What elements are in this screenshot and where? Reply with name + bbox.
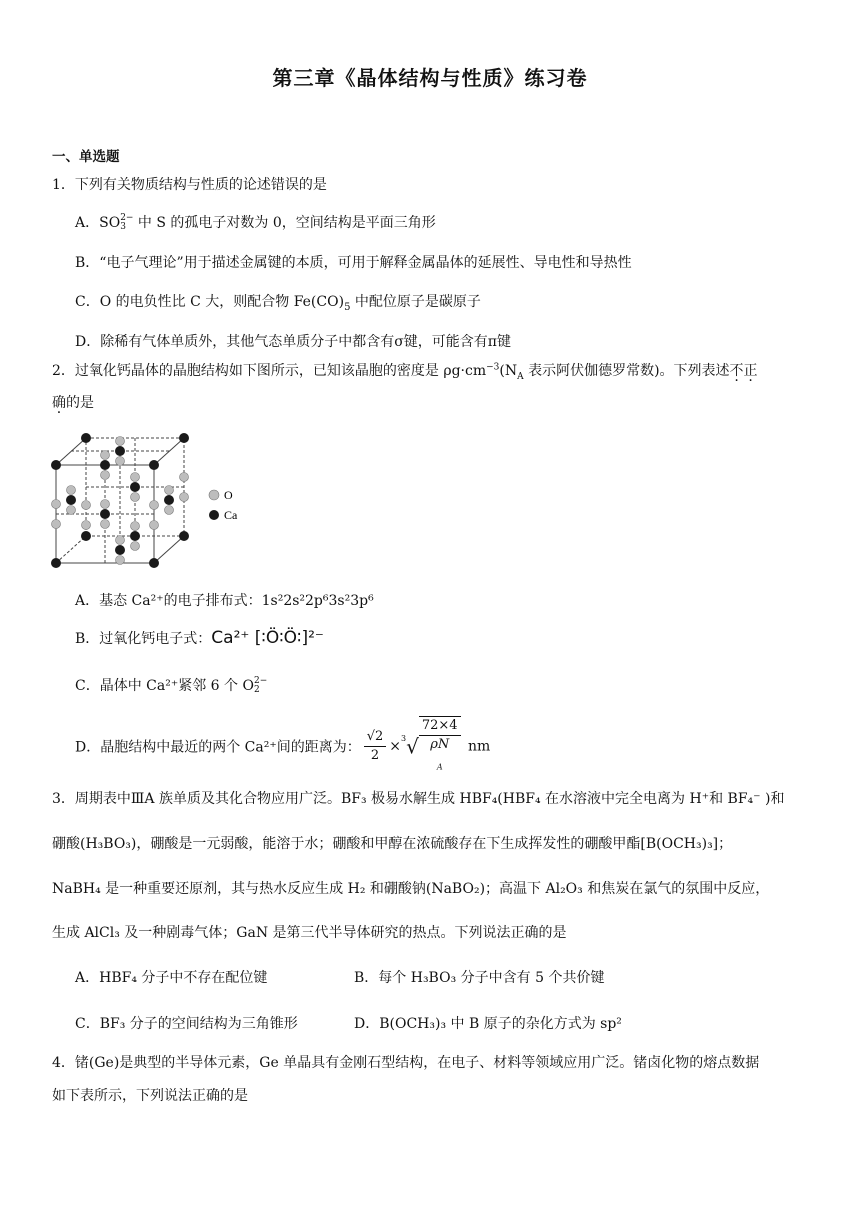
q2-option-d (75, 716, 490, 777)
times-sign: × (389, 738, 402, 755)
question-4-line2: 如下表所示，下列说法正确的是 (52, 1088, 248, 1104)
q2-option-a: A．基态 Ca²⁺的电子排布式：1s²2s²2p⁶3s²3p⁶ (75, 593, 374, 609)
o-atom (116, 457, 125, 466)
crystal-structure-figure (48, 430, 268, 575)
ca-atom (115, 446, 125, 456)
stem-text: 2．过氧化钙晶体的晶胞结构如下图所示，已知该晶胞的密度是 ρg·cm (52, 363, 487, 379)
ca-atom (130, 531, 140, 541)
ca-atom (179, 531, 189, 541)
root-numerator: 72×4 (419, 717, 461, 736)
o-atom (131, 542, 140, 551)
stem-sup: −3 (486, 362, 500, 373)
root-denominator-main: ρN (430, 737, 450, 752)
ca-atom (130, 482, 140, 492)
ca-atom (66, 495, 76, 505)
o-atom (52, 520, 61, 529)
option-letter: A． (75, 215, 100, 231)
section-heading: 一、单选题 (52, 149, 120, 165)
ca-atom (81, 433, 91, 443)
q1-option-d: D．除稀有气体单质外，其他气态单质分子中都含有σ键，可能含有π键 (75, 334, 511, 350)
legend-ca-marker (209, 510, 219, 520)
q3-option-a: A．HBF₄ 分子中不存在配位键 (75, 970, 268, 986)
question-3-line2: 硼酸(H₃BO₃)，硼酸是一元弱酸，能溶于水；硼酸和甲醇在浓硫酸存在下生成挥发性的硼酸甲酯[B(OCH₃)₃]； (52, 836, 733, 852)
option-text: C．O 的电负性比 C 大，则配合物 Fe(CO) (75, 294, 345, 310)
formula-sup: 2− (253, 676, 268, 686)
ca-atom (100, 509, 110, 519)
radical-sign: √ (406, 734, 419, 759)
page-title: 第三章《晶体结构与性质》练习卷 (272, 66, 588, 90)
q1-option-c (75, 291, 481, 313)
q1-option-b: B．“电子气理论”用于描述金属键的本质，可用于解释金属晶体的延展性、导电性和导热性 (75, 255, 632, 271)
o-atom (82, 501, 91, 510)
formula-sup: 2− (120, 213, 134, 223)
o-atom (150, 501, 159, 510)
o-atom (131, 493, 140, 502)
o-atom (101, 451, 110, 460)
ca-atoms (51, 433, 189, 568)
ca-atom (100, 460, 110, 470)
o-atom (116, 556, 125, 565)
ca-atom (164, 495, 174, 505)
question-4-line1: 4．锗(Ge)是典型的半导体元素，Ge 单晶具有金刚石型结构，在电子、材料等领域应用广泛。锗卤化物的熔点数据 (52, 1055, 760, 1071)
q1-option-a (75, 212, 436, 232)
option-text: D．晶胞结构中最近的两个 Ca²⁺间的距离为： (75, 739, 361, 756)
o-atom (165, 486, 174, 495)
stem-text: (N (499, 363, 518, 379)
question-1-stem: 1．下列有关物质结构与性质的论述错误的是 (52, 177, 327, 193)
o-atom (165, 506, 174, 515)
o-atom (67, 506, 76, 515)
q2-option-c (75, 675, 267, 695)
o-atom (150, 521, 159, 530)
emphasis-char: 不 (729, 363, 744, 379)
unit: nm (463, 738, 491, 755)
q3-option-d: D．B(OCH₃)₃ 中 B 原子的杂化方式为 sp² (354, 1016, 622, 1032)
o-atom (131, 473, 140, 482)
stem-sub: A (517, 371, 524, 382)
root-fraction (419, 716, 461, 777)
legend-ca-label: Ca (224, 508, 238, 522)
o-atom (131, 522, 140, 531)
option-text-post: 中配位原子是碳原子 (350, 294, 481, 310)
formula-sub: 3 (120, 222, 126, 232)
ca-atom (179, 433, 189, 443)
stem-text: 表示阿伏伽德罗常数)。下列表述 (523, 363, 730, 379)
fraction-denominator: 2 (370, 747, 380, 763)
q3-option-b: B．每个 H₃BO₃ 分子中含有 5 个共价键 (354, 970, 605, 986)
formula: SO (99, 215, 121, 231)
option-text: B．过氧化钙电子式： (75, 631, 212, 647)
question-3-line4: 生成 AlCl₃ 及一种剧毒气体；GaN 是第三代半导体研究的热点。下列说法正确的是 (52, 925, 567, 941)
formula-sub: 5 (344, 301, 351, 313)
ca-atom (51, 460, 61, 470)
question-2-stem (52, 360, 758, 382)
option-text: C．晶体中 Ca²⁺紧邻 6 个 O (75, 678, 254, 694)
ca-atom (51, 558, 61, 568)
o-atom (52, 500, 61, 509)
o-atom (101, 500, 110, 509)
formula-sub: 2 (253, 685, 260, 695)
fraction (364, 728, 387, 765)
question-3-line1: 3．周期表中ⅢA 族单质及其化合物应用广泛。BF₃ 极易水解生成 HBF₄(HBF₄ 在水溶液中完全电离为 H⁺和 BF₄⁻ )和 (52, 791, 785, 807)
ca-atom (115, 545, 125, 555)
ca-atom (81, 531, 91, 541)
root-denominator-sub: A (436, 762, 443, 772)
root-denominator (419, 736, 461, 777)
question-3-line3: NaBH₄ 是一种重要还原剂，其与热水反应生成 H₂ 和硼酸钠(NaBO₂)；高温下 Al₂O₃ 和焦炭在氯气的氛围中反应， (52, 881, 770, 897)
q2-option-b (75, 628, 324, 648)
stem-text: 的是 (66, 395, 94, 411)
o-atom (101, 471, 110, 480)
o-atom (116, 437, 125, 446)
ca-atom (149, 558, 159, 568)
lewis-structure: Ca²⁺ [∶Ö∶Ö∶]²⁻ (211, 628, 324, 648)
o-atom (180, 493, 189, 502)
option-text: 中 S 的孤电子对数为 0，空间结构是平面三角形 (133, 215, 436, 231)
emphasis-char: 确 (52, 395, 66, 411)
o-atom (82, 521, 91, 530)
legend-o-marker (209, 490, 219, 500)
q3-option-c: C．BF₃ 分子的空间结构为三角锥形 (75, 1016, 298, 1032)
o-atom (101, 520, 110, 529)
legend-o-label: O (224, 488, 233, 502)
emphasis-char: 正 (743, 363, 758, 379)
o-atom (180, 473, 189, 482)
ca-atom (149, 460, 159, 470)
fraction-numerator: √2 (364, 728, 387, 747)
o-atom (67, 486, 76, 495)
root-index: 3 (401, 733, 407, 743)
question-2-stem-line2 (52, 392, 94, 412)
o-atom (116, 536, 125, 545)
